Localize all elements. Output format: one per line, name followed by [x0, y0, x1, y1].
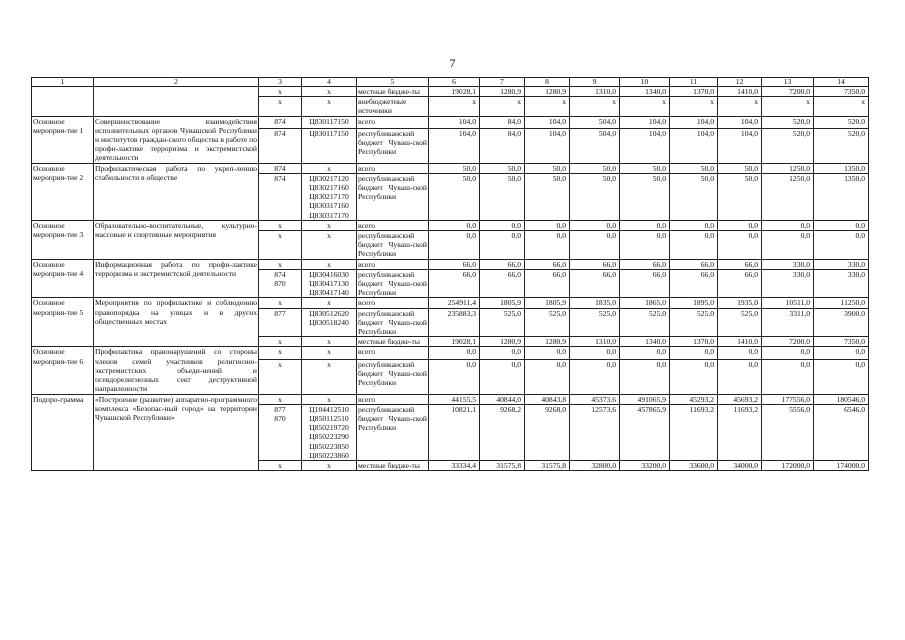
- value-cell: 66,0: [620, 259, 670, 269]
- value-cell: 0,0: [429, 359, 480, 394]
- column-header: 10: [620, 78, 670, 87]
- value-cell: 66,0: [670, 259, 718, 269]
- value-cell: 0,0: [620, 359, 670, 394]
- value-cell: 0,0: [620, 231, 670, 260]
- value-cell: 32800,0: [570, 460, 620, 470]
- value-cell: 0,0: [480, 359, 525, 394]
- gr-code-cell: 874: [259, 116, 302, 128]
- value-cell: 0,0: [525, 347, 570, 359]
- value-cell: 0,0: [620, 347, 670, 359]
- value-cell: 0,0: [670, 220, 718, 230]
- column-header: 4: [302, 78, 357, 87]
- value-cell: 104,0: [525, 128, 570, 163]
- value-cell: 12573,6: [570, 404, 620, 460]
- value-cell: 3311,0: [762, 308, 814, 337]
- column-header: 6: [429, 78, 480, 87]
- value-cell: 520,0: [762, 128, 814, 163]
- value-cell: 0,0: [429, 231, 480, 260]
- funding-source-cell: республиканский бюджет Чуваш-ской Республики: [357, 404, 429, 460]
- value-cell: 50,0: [429, 173, 480, 220]
- gr-code-cell: 874: [259, 163, 302, 173]
- value-cell: 0,0: [762, 220, 814, 230]
- value-cell: 1250,0: [762, 163, 814, 173]
- measure-title-cell: Образовательно-воспитательные, культурно-массовые и спортивные мероприятия: [94, 220, 259, 259]
- measure-label-cell: Основное мероприя-тие 2: [32, 163, 94, 220]
- value-cell: 33200,0: [620, 460, 670, 470]
- value-cell: x: [429, 97, 480, 116]
- value-cell: 104,0: [429, 116, 480, 128]
- value-cell: 0,0: [814, 359, 869, 394]
- measure-label-cell: Основное мероприя-тие 6: [32, 347, 94, 394]
- measure-label-cell: Подпро-грамма: [32, 394, 94, 471]
- csr-code-cell: x: [302, 87, 357, 97]
- table-row: [32, 298, 869, 308]
- value-cell: 3900,0: [814, 308, 869, 337]
- measure-label-cell: Основное мероприя-тие 4: [32, 259, 94, 298]
- csr-code-cell: x: [302, 394, 357, 404]
- value-cell: 0,0: [525, 231, 570, 260]
- csr-code-cell: x: [302, 347, 357, 359]
- funding-source-cell: республиканский бюджет Чуваш-ской Республики: [357, 128, 429, 163]
- column-header: 14: [814, 78, 869, 87]
- value-cell: 5556,0: [762, 404, 814, 460]
- value-cell: 1280,9: [525, 87, 570, 97]
- value-cell: 50,0: [670, 163, 718, 173]
- value-cell: 1805,9: [525, 298, 570, 308]
- gr-code-cell: x: [259, 394, 302, 404]
- gr-code-cell: 874: [259, 128, 302, 163]
- gr-code-cell: 874: [259, 173, 302, 220]
- gr-code-cell: x: [259, 259, 302, 269]
- funding-source-cell: всего: [357, 116, 429, 128]
- value-cell: 525,0: [620, 308, 670, 337]
- value-cell: 1340,0: [620, 87, 670, 97]
- value-cell: 50,0: [525, 163, 570, 173]
- value-cell: 50,0: [718, 163, 762, 173]
- measure-title-cell: Информационная работа по профи-лактике терроризма и экстремистской деятельности: [94, 259, 259, 298]
- value-cell: 50,0: [718, 173, 762, 220]
- value-cell: 31575,8: [480, 460, 525, 470]
- value-cell: 330,0: [762, 259, 814, 269]
- gr-code-cell: 877: [259, 308, 302, 337]
- value-cell: 1895,0: [670, 298, 718, 308]
- value-cell: 66,0: [570, 259, 620, 269]
- value-cell: 0,0: [570, 359, 620, 394]
- value-cell: 1410,0: [718, 337, 762, 347]
- value-cell: 0,0: [814, 220, 869, 230]
- value-cell: 0,0: [570, 220, 620, 230]
- value-cell: 1350,0: [814, 163, 869, 173]
- value-cell: 330,0: [762, 269, 814, 298]
- value-cell: 520,0: [762, 116, 814, 128]
- gr-code-cell: x: [259, 337, 302, 347]
- value-cell: 1310,0: [570, 337, 620, 347]
- value-cell: 330,0: [814, 259, 869, 269]
- table-row: [32, 163, 869, 173]
- funding-source-cell: всего: [357, 163, 429, 173]
- column-header: 13: [762, 78, 814, 87]
- value-cell: 104,0: [718, 116, 762, 128]
- value-cell: 9268,2: [480, 404, 525, 460]
- value-cell: 104,0: [525, 116, 570, 128]
- value-cell: 174000,0: [814, 460, 869, 470]
- value-cell: 1805,9: [480, 298, 525, 308]
- value-cell: x: [814, 97, 869, 116]
- value-cell: 491065,9: [620, 394, 670, 404]
- table-row: [32, 87, 869, 97]
- value-cell: x: [670, 97, 718, 116]
- funding-source-cell: республиканский бюджет Чуваш-ской Республики: [358, 269, 427, 298]
- measure-label-cell: Основное мероприя-тие 1: [32, 116, 94, 163]
- gr-code-cell: x: [259, 359, 302, 394]
- measure-title-cell: «Построение (развитие) аппаратно-программного комплекса «Безопас-ный город» на территории Чувашской Республики»: [94, 394, 259, 471]
- value-cell: 11693,2: [670, 404, 718, 460]
- value-cell: 235883,3: [429, 308, 480, 337]
- value-cell: 66,0: [570, 269, 620, 298]
- csr-code-cell: Ц830117150: [302, 128, 357, 163]
- csr-code-cell: Ц830416030 Ц830417130 Ц830417140: [302, 269, 357, 298]
- value-cell: 40843,8: [525, 394, 570, 404]
- value-cell: 45693,2: [718, 394, 762, 404]
- value-cell: 33600,0: [670, 460, 718, 470]
- value-cell: 0,0: [570, 347, 620, 359]
- gr-code-cell: 874 870: [259, 269, 302, 298]
- gr-code-cell: x: [259, 87, 302, 97]
- value-cell: x: [718, 97, 762, 116]
- value-cell: 104,0: [718, 128, 762, 163]
- funding-source-cell: республиканский бюджет Чуваш-ской Республики: [357, 173, 429, 220]
- value-cell: 44155,5: [429, 394, 480, 404]
- value-cell: 104,0: [620, 116, 670, 128]
- value-cell: 84,0: [480, 116, 525, 128]
- value-cell: 40844,0: [480, 394, 525, 404]
- value-cell: 34000,0: [718, 460, 762, 470]
- table-row: [32, 220, 869, 230]
- value-cell: 0,0: [670, 359, 718, 394]
- value-cell: 50,0: [429, 163, 480, 173]
- funding-source-cell: всего: [357, 220, 429, 230]
- value-cell: 50,0: [480, 173, 525, 220]
- value-cell: 0,0: [570, 231, 620, 260]
- value-cell: 525,0: [525, 308, 570, 337]
- value-cell: 66,0: [525, 259, 570, 269]
- value-cell: 19028,1: [429, 87, 480, 97]
- value-cell: 172000,0: [762, 460, 814, 470]
- table-row: [32, 259, 869, 269]
- value-cell: 1370,0: [670, 337, 718, 347]
- value-cell: 525,0: [718, 308, 762, 337]
- value-cell: 0,0: [480, 231, 525, 260]
- value-cell: 0,0: [525, 220, 570, 230]
- value-cell: 104,0: [620, 128, 670, 163]
- funding-source-cell: местные бюдже-ты: [357, 460, 429, 470]
- value-cell: 0,0: [480, 220, 525, 230]
- value-cell: 7200,0: [762, 337, 814, 347]
- value-cell: 0,0: [814, 231, 869, 260]
- value-cell: 10511,0: [762, 298, 814, 308]
- column-header: 11: [670, 78, 718, 87]
- column-header: 1: [32, 78, 94, 87]
- value-cell: 0,0: [670, 231, 718, 260]
- gr-code-cell: x: [259, 347, 302, 359]
- csr-code-cell: Ц830512620 Ц830518240: [302, 308, 357, 337]
- measure-label-cell: Основное мероприя-тие 5: [32, 298, 94, 347]
- value-cell: 66,0: [480, 269, 525, 298]
- gr-code-cell: 877 870: [259, 404, 302, 460]
- value-cell: 177556,0: [762, 394, 814, 404]
- value-cell: 457865,9: [620, 404, 670, 460]
- gr-code-cell: x: [259, 97, 302, 116]
- csr-code-cell: x: [302, 231, 357, 260]
- value-cell: 66,0: [670, 269, 718, 298]
- value-cell: 1370,0: [670, 87, 718, 97]
- value-cell: 1310,0: [570, 87, 620, 97]
- value-cell: 0,0: [718, 220, 762, 230]
- value-cell: x: [525, 97, 570, 116]
- measure-title-cell: Профилактика правонарушений со стороны членов семей участников религиозно-экстремистских объеди-нений и псевдорелигиозных сект деструктивной направленности: [95, 347, 257, 394]
- value-cell: 0,0: [762, 347, 814, 359]
- gr-code-cell: x: [259, 220, 302, 230]
- value-cell: 104,0: [670, 116, 718, 128]
- column-header: 7: [480, 78, 525, 87]
- value-cell: 7200,0: [762, 87, 814, 97]
- value-cell: 0,0: [718, 359, 762, 394]
- value-cell: 1280,9: [525, 337, 570, 347]
- value-cell: 66,0: [718, 259, 762, 269]
- value-cell: 6546,0: [814, 404, 869, 460]
- csr-code-cell: x: [302, 259, 357, 269]
- funding-source-cell: местные бюдже-ты: [357, 337, 429, 347]
- value-cell: 180546,0: [814, 394, 869, 404]
- csr-code-cell: Ц830217120 Ц830217160 Ц830217170 Ц830317160 Ц830317170: [302, 173, 357, 220]
- value-cell: 50,0: [620, 163, 670, 173]
- csr-code-cell: x: [302, 337, 357, 347]
- gr-code-cell: x: [259, 460, 302, 470]
- value-cell: 45373,6: [570, 394, 620, 404]
- value-cell: 1250,0: [762, 173, 814, 220]
- value-cell: 0,0: [480, 347, 525, 359]
- value-cell: 33334,4: [429, 460, 480, 470]
- funding-source-cell: всего: [357, 394, 429, 404]
- value-cell: 104,0: [670, 128, 718, 163]
- value-cell: 45293,2: [670, 394, 718, 404]
- value-cell: 50,0: [525, 173, 570, 220]
- column-header: 12: [718, 78, 762, 87]
- value-cell: 1340,0: [620, 337, 670, 347]
- header-row: [32, 78, 869, 87]
- csr-code-cell: x: [302, 97, 357, 116]
- funding-source-cell: республиканский бюджет Чуваш-ской Республики: [358, 231, 427, 259]
- value-cell: 50,0: [620, 173, 670, 220]
- funding-source-cell: местные бюдже-ты: [357, 87, 429, 97]
- csr-code-cell: x: [302, 298, 357, 308]
- value-cell: 1280,9: [480, 87, 525, 97]
- budget-table: [31, 77, 869, 471]
- value-cell: 1865,0: [620, 298, 670, 308]
- measure-title-cell: Совершенствование взаимодействия исполнительных органов Чувашской Республики и институтов граждан-ского общества в работе по профи-лактике терроризма и экстремистской деятельности: [95, 116, 257, 163]
- funding-source-cell: всего: [357, 259, 429, 269]
- value-cell: 11250,0: [814, 298, 869, 308]
- value-cell: 50,0: [570, 163, 620, 173]
- value-cell: 1410,0: [718, 87, 762, 97]
- value-cell: 66,0: [620, 269, 670, 298]
- value-cell: 1935,0: [718, 298, 762, 308]
- value-cell: 0,0: [620, 220, 670, 230]
- value-cell: 50,0: [670, 173, 718, 220]
- value-cell: 7350,0: [814, 337, 869, 347]
- value-cell: 66,0: [718, 269, 762, 298]
- value-cell: 0,0: [525, 359, 570, 394]
- value-cell: 19028,1: [429, 337, 480, 347]
- csr-code-cell: Ц104412510 Ц850112510 Ц850219720 Ц850223290 Ц850223850 Ц850223860: [302, 404, 357, 460]
- value-cell: 104,0: [429, 128, 480, 163]
- table-row: [32, 116, 869, 128]
- value-cell: 66,0: [480, 259, 525, 269]
- value-cell: 0,0: [814, 347, 869, 359]
- value-cell: 520,0: [814, 116, 869, 128]
- value-cell: 254911,4: [429, 298, 480, 308]
- gr-code-cell: x: [259, 298, 302, 308]
- value-cell: x: [620, 97, 670, 116]
- value-cell: 0,0: [762, 231, 814, 260]
- value-cell: 1350,0: [814, 173, 869, 220]
- value-cell: 525,0: [570, 308, 620, 337]
- value-cell: 7350,0: [814, 87, 869, 97]
- value-cell: 504,0: [570, 128, 620, 163]
- value-cell: 525,0: [670, 308, 718, 337]
- value-cell: 66,0: [525, 269, 570, 298]
- table-row: [32, 394, 869, 404]
- value-cell: 9268,0: [525, 404, 570, 460]
- value-cell: 10821,1: [429, 404, 480, 460]
- value-cell: 50,0: [570, 173, 620, 220]
- value-cell: 0,0: [429, 347, 480, 359]
- measure-label-cell: [32, 87, 94, 117]
- gr-code-cell: x: [259, 231, 302, 260]
- value-cell: 0,0: [429, 220, 480, 230]
- value-cell: x: [570, 97, 620, 116]
- value-cell: 520,0: [814, 128, 869, 163]
- column-header: 8: [525, 78, 570, 87]
- funding-source-cell: всего: [357, 347, 429, 359]
- value-cell: 504,0: [570, 116, 620, 128]
- column-header: 3: [259, 78, 302, 87]
- value-cell: 11693,2: [718, 404, 762, 460]
- csr-code-cell: x: [302, 220, 357, 230]
- measure-title-cell: Профилактическая работа по укреп-лению стабильности в обществе: [94, 163, 259, 220]
- value-cell: 84,0: [480, 128, 525, 163]
- csr-code-cell: x: [302, 460, 357, 470]
- value-cell: 66,0: [429, 269, 480, 298]
- measure-label-cell: Основное мероприя-тие 3: [32, 220, 94, 259]
- csr-code-cell: x: [302, 163, 357, 173]
- value-cell: 66,0: [429, 259, 480, 269]
- measure-title-cell: [94, 87, 259, 117]
- value-cell: 1835,0: [570, 298, 620, 308]
- table-row: [32, 347, 869, 359]
- value-cell: 330,0: [814, 269, 869, 298]
- value-cell: 1280,9: [480, 337, 525, 347]
- funding-source-cell: республиканский бюджет Чуваш-ской Республики: [358, 308, 427, 337]
- page-number: 7: [449, 56, 456, 70]
- value-cell: 50,0: [480, 163, 525, 173]
- funding-source-cell: республиканский бюджет Чуваш-ской Республики: [357, 359, 429, 394]
- column-header: 5: [357, 78, 429, 87]
- value-cell: 31575,8: [525, 460, 570, 470]
- value-cell: x: [480, 97, 525, 116]
- value-cell: x: [762, 97, 814, 116]
- measure-title-cell: Мероприятия по профилактике и соблюдению правопорядка на улицах и в других общественных местах: [94, 298, 259, 347]
- csr-code-cell: Ц830117150: [302, 116, 357, 128]
- funding-source-cell: всего: [357, 298, 429, 308]
- funding-source-cell: внебюджетные источники: [357, 97, 429, 116]
- column-header: 9: [570, 78, 620, 87]
- value-cell: 0,0: [718, 231, 762, 260]
- value-cell: 0,0: [670, 347, 718, 359]
- value-cell: 0,0: [762, 359, 814, 394]
- value-cell: 0,0: [718, 347, 762, 359]
- column-header: 2: [94, 78, 259, 87]
- value-cell: 525,0: [480, 308, 525, 337]
- csr-code-cell: x: [302, 359, 357, 394]
